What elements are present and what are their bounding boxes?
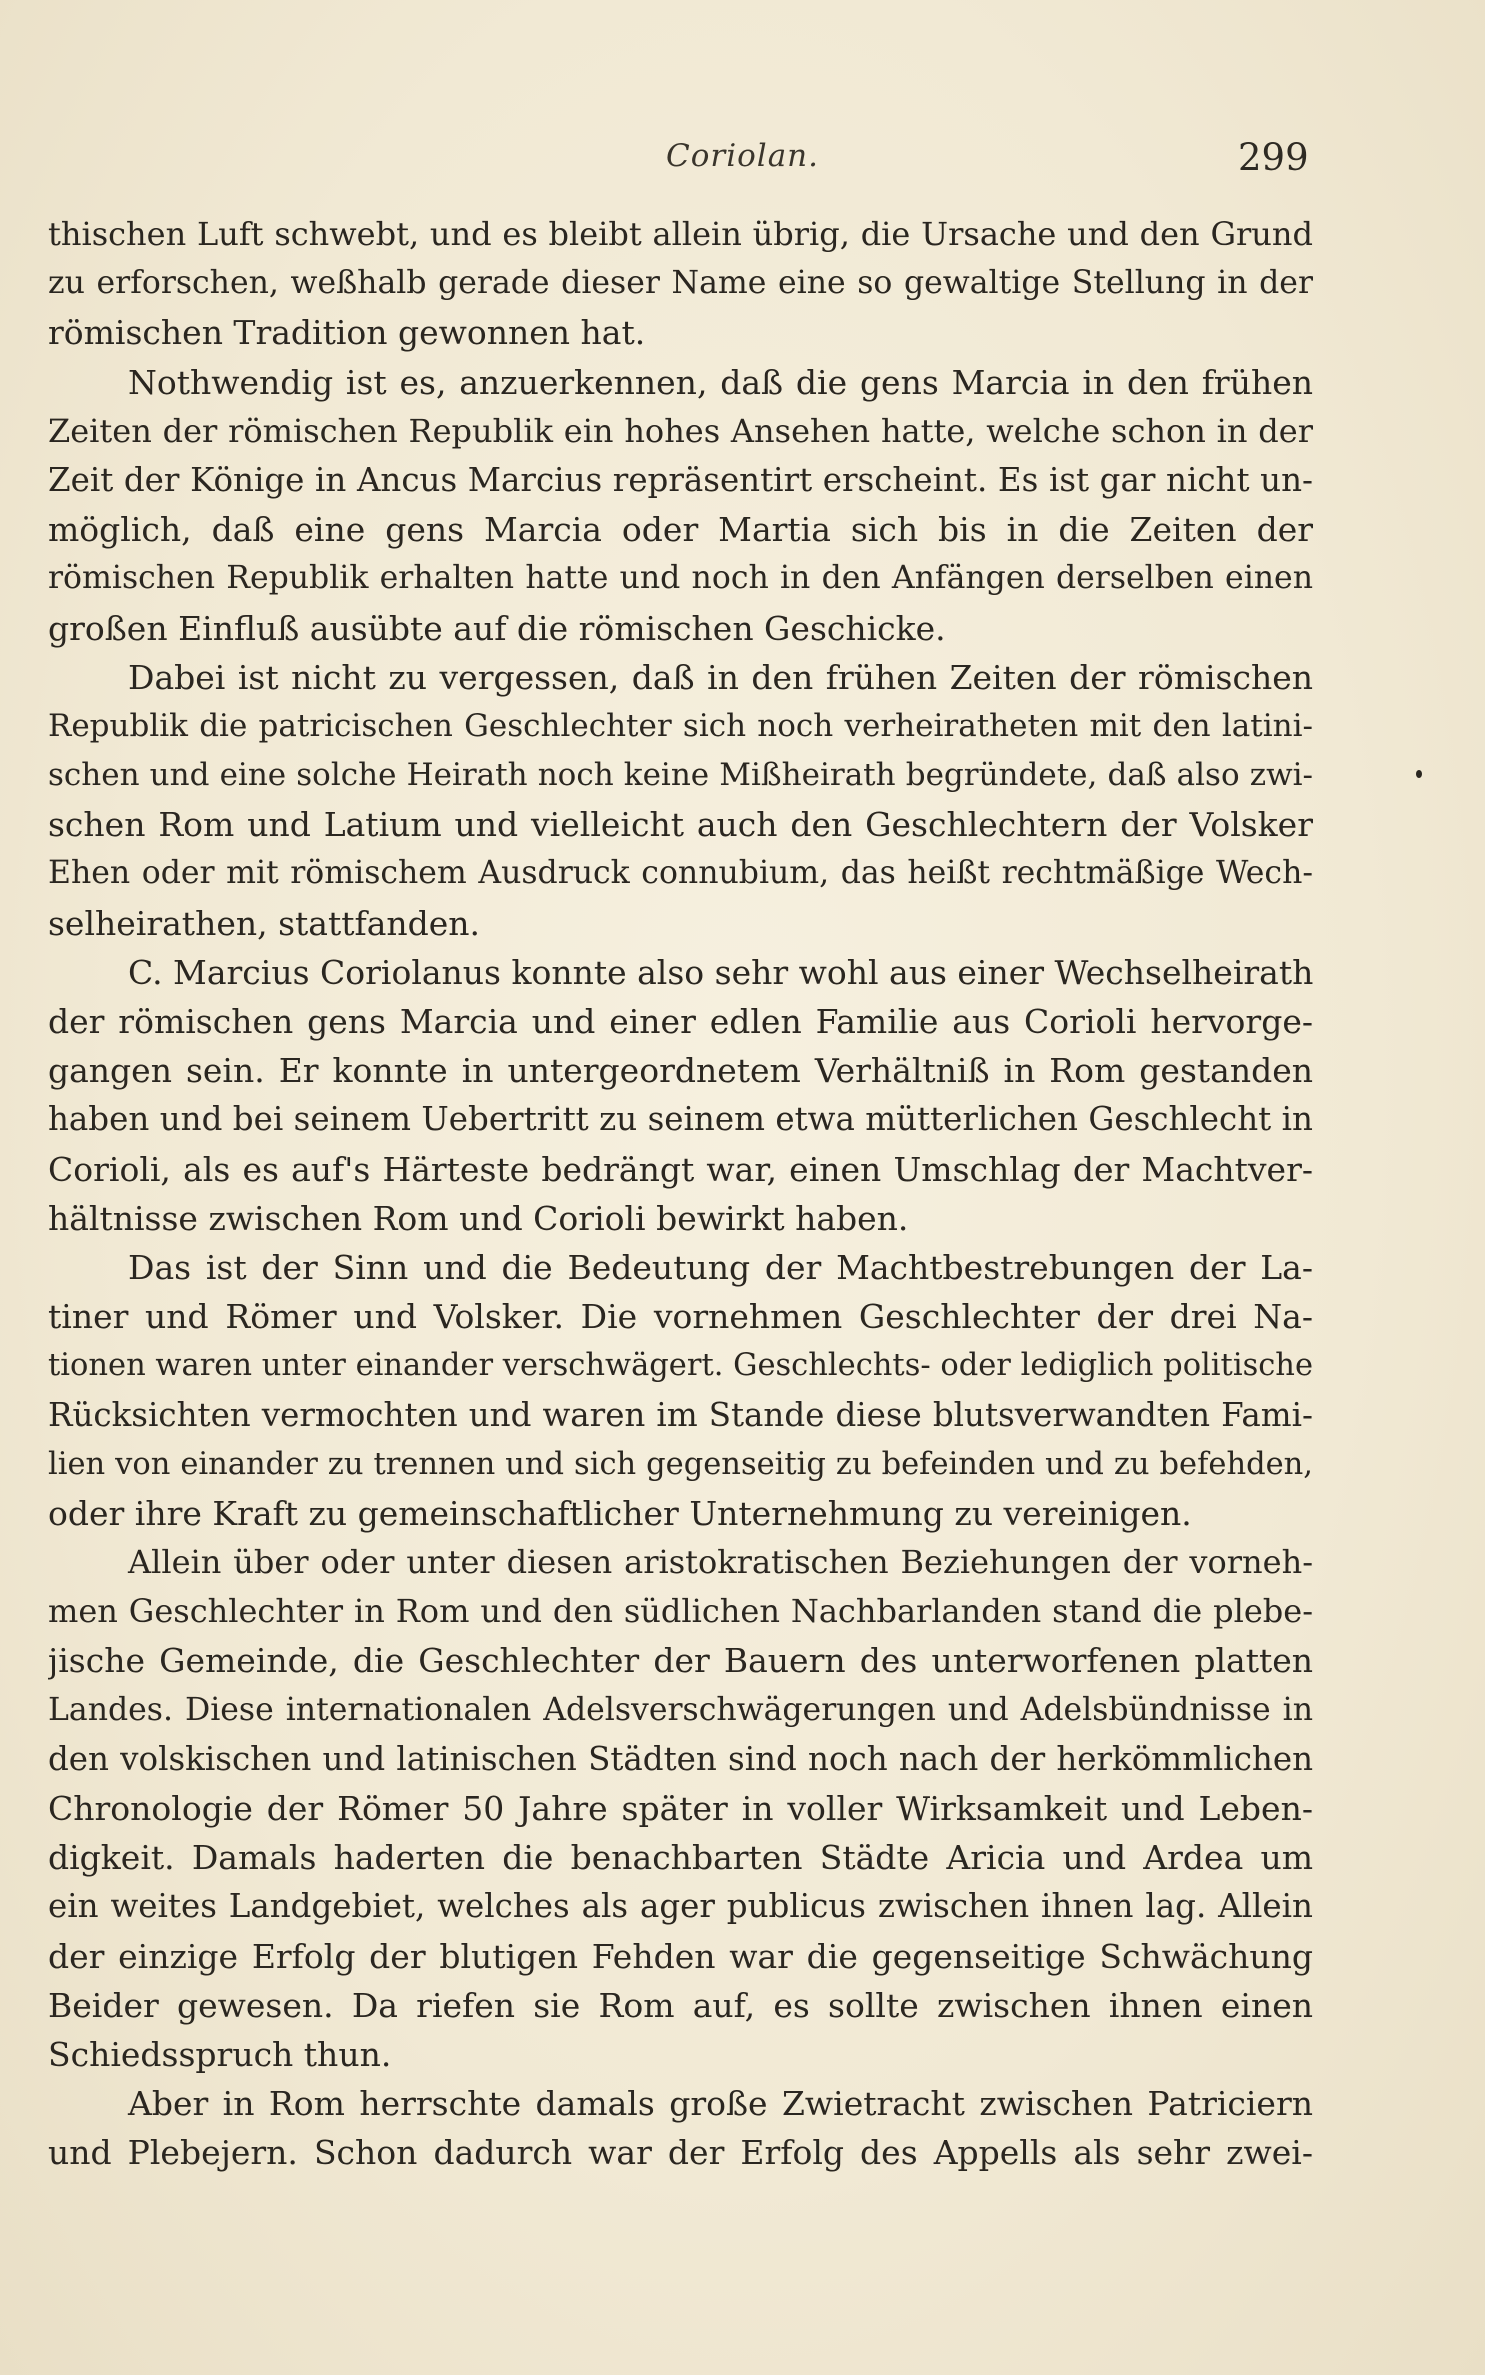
text-line: der römischen gens Marcia und einer edlen Familie aus Corioli hervorge- — [48, 1002, 1313, 1041]
text-line: lien von einander zu trennen und sich gegenseitig zu befeinden und zu befehden, — [48, 1446, 1313, 1482]
text-line: Landes. Diese internationalen Adelsverschwägerungen und Adelsbündnisse in — [48, 1691, 1313, 1728]
text-line: Zeit der Könige in Ancus Marcius repräsentirt erscheint. Es ist gar nicht un- — [48, 460, 1313, 499]
text-line: der einzige Erfolg der blutigen Fehden war die gegenseitige Schwächung — [48, 1936, 1313, 1976]
text-line: Beider gewesen. Da riefen sie Rom auf, es sollte zwischen ihnen einen — [48, 1985, 1313, 2025]
text-line: haben und bei seinem Uebertritt zu seinem etwa mütterlichen Geschlecht in — [48, 1100, 1313, 1139]
text-line: Chronologie der Römer 50 Jahre später in voller Wirksamkeit und Leben- — [48, 1789, 1313, 1828]
text-line: hältnisse zwischen Rom und Corioli bewirkt haben. — [48, 1198, 909, 1238]
text-line: möglich, daß eine gens Marcia oder Martia sich bis in die Zeiten der — [48, 510, 1313, 550]
text-line: ein weites Landgebiet, welches als ager publicus zwischen ihnen lag. Allein — [48, 1887, 1313, 1926]
text-line: Republik die patricischen Geschlechter sich noch verheiratheten mit den latini- — [48, 707, 1313, 744]
text-line: gangen sein. Er konnte in untergeordnetem Verhältniß in Rom gestanden — [48, 1051, 1313, 1091]
text-line: tionen waren unter einander verschwägert. Geschlechts- oder lediglich politische — [48, 1348, 1313, 1384]
running-title: Coriolan. — [666, 138, 819, 174]
body-text — [48, 210, 1313, 2178]
text-line: men Geschlechter in Rom und den südlichen Nachbarlanden stand die plebe- — [48, 1592, 1313, 1631]
text-line: thischen Luft schwebt, und es bleibt allein übrig, die Ursache und den Grund — [48, 215, 1313, 253]
ink-speck — [1416, 770, 1422, 778]
text-line: Corioli, als es auf's Härteste bedrängt war, einen Umschlag der Machtver- — [48, 1149, 1313, 1189]
text-line: selheirathen, stattfanden. — [48, 903, 481, 943]
text-line: schen und eine solche Heirath noch keine Mißheirath begründete, daß also zwi- — [48, 757, 1313, 794]
text-line: digkeit. Damals haderten die benachbarten Städte Aricia und Ardea um — [48, 1838, 1313, 1878]
text-line: Das ist der Sinn und die Bedeutung der Machtbestrebungen der La- — [128, 1247, 1313, 1287]
text-line: tiner und Römer und Volsker. Die vornehmen Geschlechter der drei Na- — [48, 1297, 1313, 1337]
text-line: den volskischen und latinischen Städten sind noch nach der herkömmlichen — [48, 1739, 1313, 1778]
text-line: römischen Tradition gewonnen hat. — [48, 313, 646, 353]
text-line: oder ihre Kraft zu gemeinschaftlicher Unternehmung zu vereinigen. — [48, 1493, 1192, 1533]
text-line: jische Gemeinde, die Geschlechter der Bauern des unterworfenen platten — [48, 1641, 1313, 1681]
text-line: Allein über oder unter diesen aristokratischen Beziehungen der vorneh- — [128, 1543, 1313, 1582]
text-line: römischen Republik erhalten hatte und noch in den Anfängen derselben einen — [48, 560, 1313, 597]
text-line: Schiedsspruch thun. — [48, 2034, 392, 2074]
text-line: und Plebejern. Schon dadurch war der Erfolg des Appells als sehr zwei- — [48, 2133, 1313, 2173]
text-line: Aber in Rom herrschte damals große Zwietracht zwischen Patriciern — [128, 2084, 1313, 2124]
page-number: 299 — [1238, 136, 1309, 179]
text-line: Rücksichten vermochten und waren im Stande diese blutsverwandten Fami- — [48, 1395, 1313, 1434]
text-line: zu erforschen, weßhalb gerade dieser Name eine so gewaltige Stellung in der — [48, 265, 1313, 302]
text-line: Dabei ist nicht zu vergessen, daß in den frühen Zeiten der römischen — [128, 657, 1313, 697]
text-line: Ehen oder mit römischem Ausdruck connubium, das heißt rechtmäßige Wech- — [48, 855, 1313, 892]
text-line: Zeiten der römischen Republik ein hohes Ansehen hatte, welche schon in der — [48, 411, 1313, 450]
text-line: großen Einfluß ausübte auf die römischen Geschicke. — [48, 608, 946, 648]
text-line: C. Marcius Coriolanus konnte also sehr wohl aus einer Wechselheirath — [128, 952, 1313, 992]
text-line: Nothwendig ist es, anzuerkennen, daß die gens Marcia in den frühen — [128, 362, 1313, 402]
text-line: schen Rom und Latium und vielleicht auch den Geschlechtern der Volsker — [48, 805, 1313, 845]
